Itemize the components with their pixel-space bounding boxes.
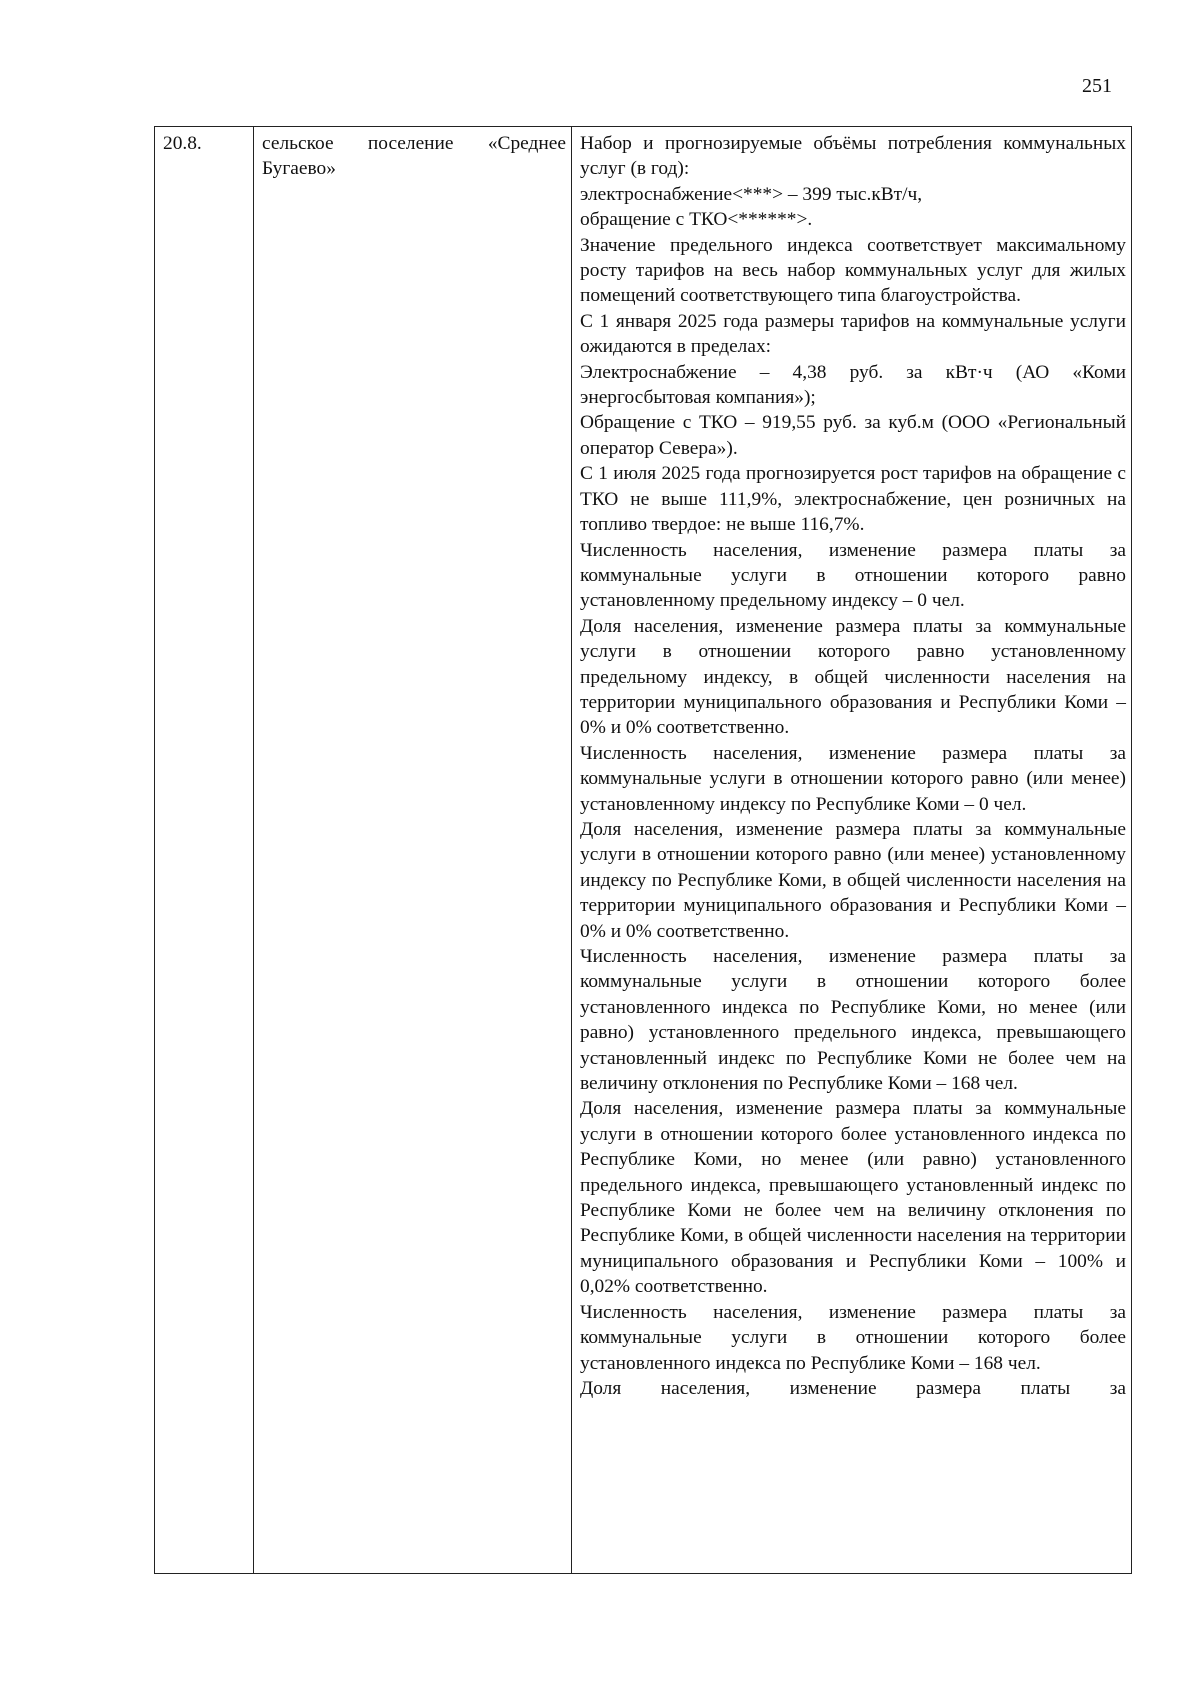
description-paragraph: Электроснабжение – 4,38 руб. за кВт·ч (АО «Коми энергосбытовая компания»); (580, 361, 1126, 409)
settlement-name-cell (254, 127, 572, 1574)
description-paragraph: Численность населения, изменение размера платы за коммунальные услуги в отношении которого более установленного индекса по Республике Коми, но менее (или равно) установленного предельного индекса, превышающего установленный индекс по Республике Коми не более чем на величину отклонения по Республике Коми – 168 чел. (580, 946, 1126, 1095)
description-paragraph: Численность населения, изменение размера платы за коммунальные услуги в отношении которого более установленного индекса по Республике Коми – 168 чел. (580, 1301, 1126, 1374)
description-paragraph: Доля населения, изменение размера платы за коммунальные услуги в отношении которого более установленного индекса по Республике Коми, но менее (или равно) установленного предельного индекса, превышающего установленный индекс по Республике Коми не более чем на величину отклонения по Республике Коми, в общей численности населения на территории муниципального образования и Республики Коми – 100% и 0,02% соответственно. (580, 1098, 1126, 1298)
description-paragraph: Доля населения, изменение размера платы за (580, 1377, 1126, 1399)
description-paragraph: С 1 января 2025 года размеры тарифов на коммунальные услуги ожидаются в пределах: (580, 310, 1126, 358)
description-paragraph: Набор и прогнозируемые объёмы потребления коммунальных услуг (в год): (580, 133, 1126, 180)
description-paragraph: Доля населения, изменение размера платы за коммунальные услуги в отношении которого равно установленному предельному индексу, в общей численности населения на территории муниципального образования и Республики Коми – 0% и 0% соответственно. (580, 615, 1126, 739)
description-paragraph: Численность населения, изменение размера платы за коммунальные услуги в отношении которого равно (или менее) установленному индексу по Республике Коми – 0 чел. (580, 742, 1126, 815)
settlement-name: сельское поселение «Среднее Бугаево» (262, 133, 566, 180)
tariff-table (154, 126, 1132, 1574)
description-paragraph: обращение с ТКО<******>. (580, 209, 813, 231)
description-paragraph: С 1 июля 2025 года прогнозируется рост тарифов на обращение с ТКО не выше 111,9%, электроснабжение, цен розничных на топливо твердое: не выше 116,7%. (580, 463, 1126, 536)
description-cell (572, 127, 1132, 1574)
description-paragraph: Численность населения, изменение размера платы за коммунальные услуги в отношении которого равно установленному предельному индексу – 0 чел. (580, 539, 1126, 612)
table-row (155, 127, 1132, 1574)
row-number-cell (155, 127, 254, 1574)
description-paragraph: Значение предельного индекса соответствует максимальному росту тарифов на весь набор коммунальных услуг для жилых помещений соответствующего типа благоустройства. (580, 234, 1126, 307)
page-number: 251 (1082, 75, 1112, 97)
description-paragraph: Доля населения, изменение размера платы за коммунальные услуги в отношении которого равно (или менее) установленному индексу по Республике Коми, в общей численности населения на территории муниципального образования и Республики Коми – 0% и 0% соответственно. (580, 818, 1126, 942)
description-paragraph: Обращение с ТКО – 919,55 руб. за куб.м (ООО «Региональный оператор Севера»). (580, 412, 1126, 459)
description-paragraph: электроснабжение<***> – 399 тыс.кВт/ч, (580, 183, 923, 205)
row-number: 20.8. (163, 133, 202, 154)
